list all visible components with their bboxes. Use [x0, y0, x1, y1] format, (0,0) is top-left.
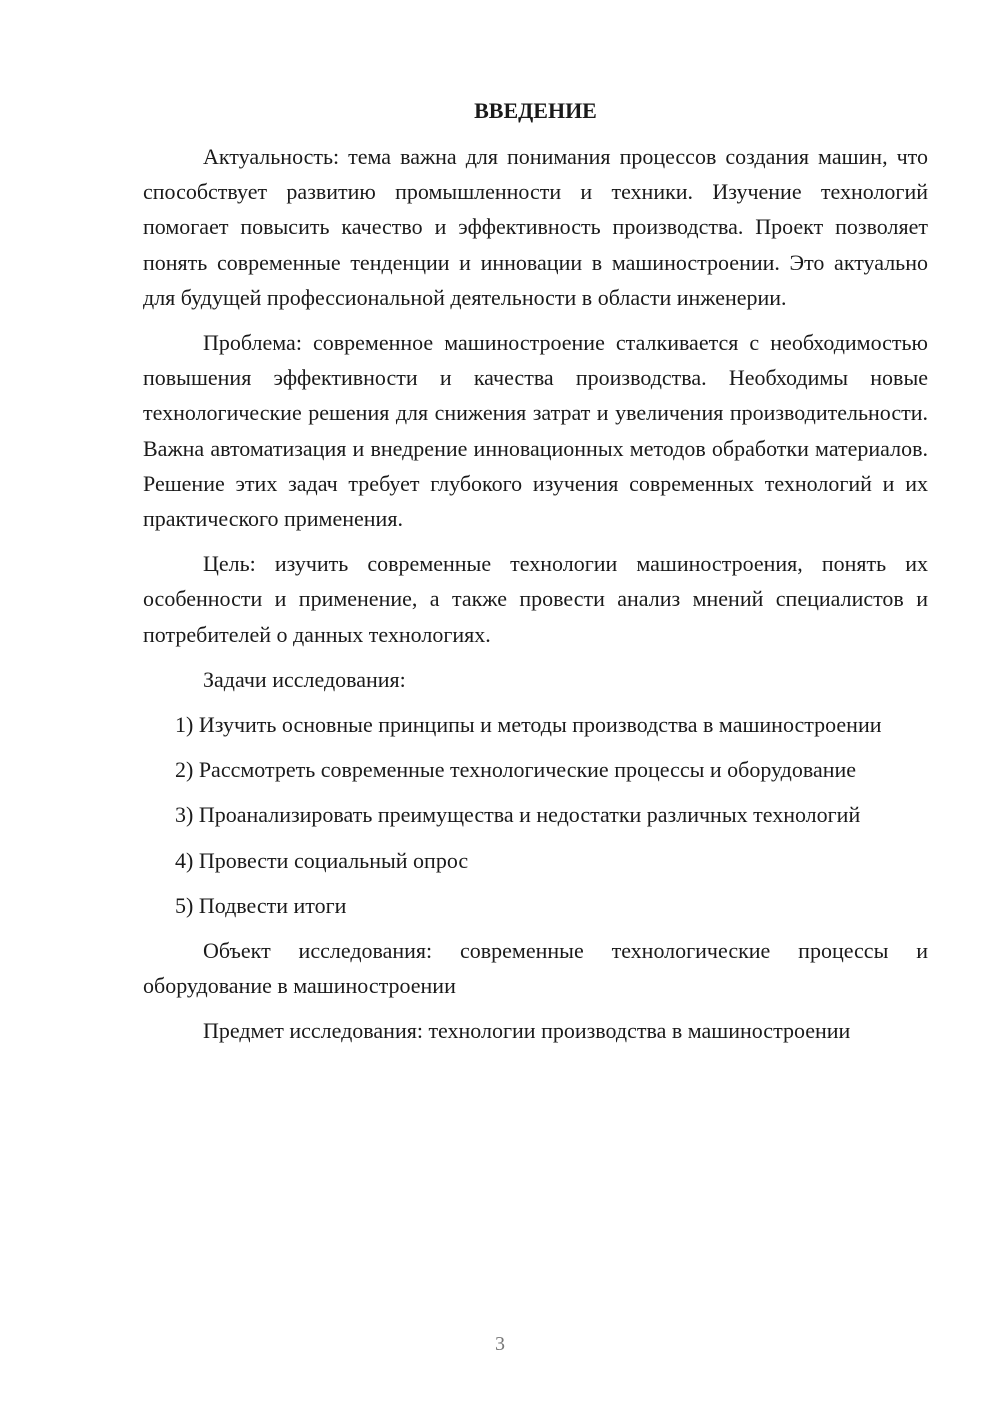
task-item-1: 1) Изучить основные принципы и методы производства в машиностроении — [175, 712, 882, 738]
task-item-2: 2) Рассмотреть современные технологические процессы и оборудование — [175, 757, 857, 783]
task-item-3: 3) Проанализировать преимущества и недостатки различных технологий — [175, 802, 861, 828]
paragraph-goal: Цель: изучить современные технологии машиностроения, понять их особенности и применение, а также провести анализ мнений специалистов и потребителей о данных технологиях. — [143, 551, 928, 647]
document-body — [143, 95, 928, 1059]
task-item-4: 4) Провести социальный опрос — [175, 847, 469, 873]
paragraph-relevance: Актуальность: тема важна для понимания процессов создания машин, что способствует развитию промышленности и техники. Изучение технологий помогает повысить качество и эффективность производства. Проект позволяет понять современные тенденции и инновации в машиностроении. Это актуально для будущей профессиональной деятельности в области инженерии. — [143, 144, 928, 310]
page-number: 3 — [495, 1333, 505, 1355]
paragraph-subject: Предмет исследования: технологии производства в машиностроении — [203, 1018, 851, 1044]
section-title: ВВЕДЕНИЕ — [474, 98, 597, 123]
paragraph-object: Объект исследования: современные технологические процессы и оборудование в машиностроении — [143, 938, 928, 999]
task-item-5: 5) Подвести итоги — [175, 892, 347, 918]
paragraph-problem: Проблема: современное машиностроение сталкивается с необходимостью повышения эффективности и качества производства. Необходимы новые технологические решения для снижения затрат и увеличения производительности. Важна автоматизация и внедрение инновационных методов обработки материалов. Решение этих задач требует глубокого изучения современных технологий и их практического применения. — [143, 330, 928, 532]
tasks-heading: Задачи исследования: — [203, 666, 406, 692]
